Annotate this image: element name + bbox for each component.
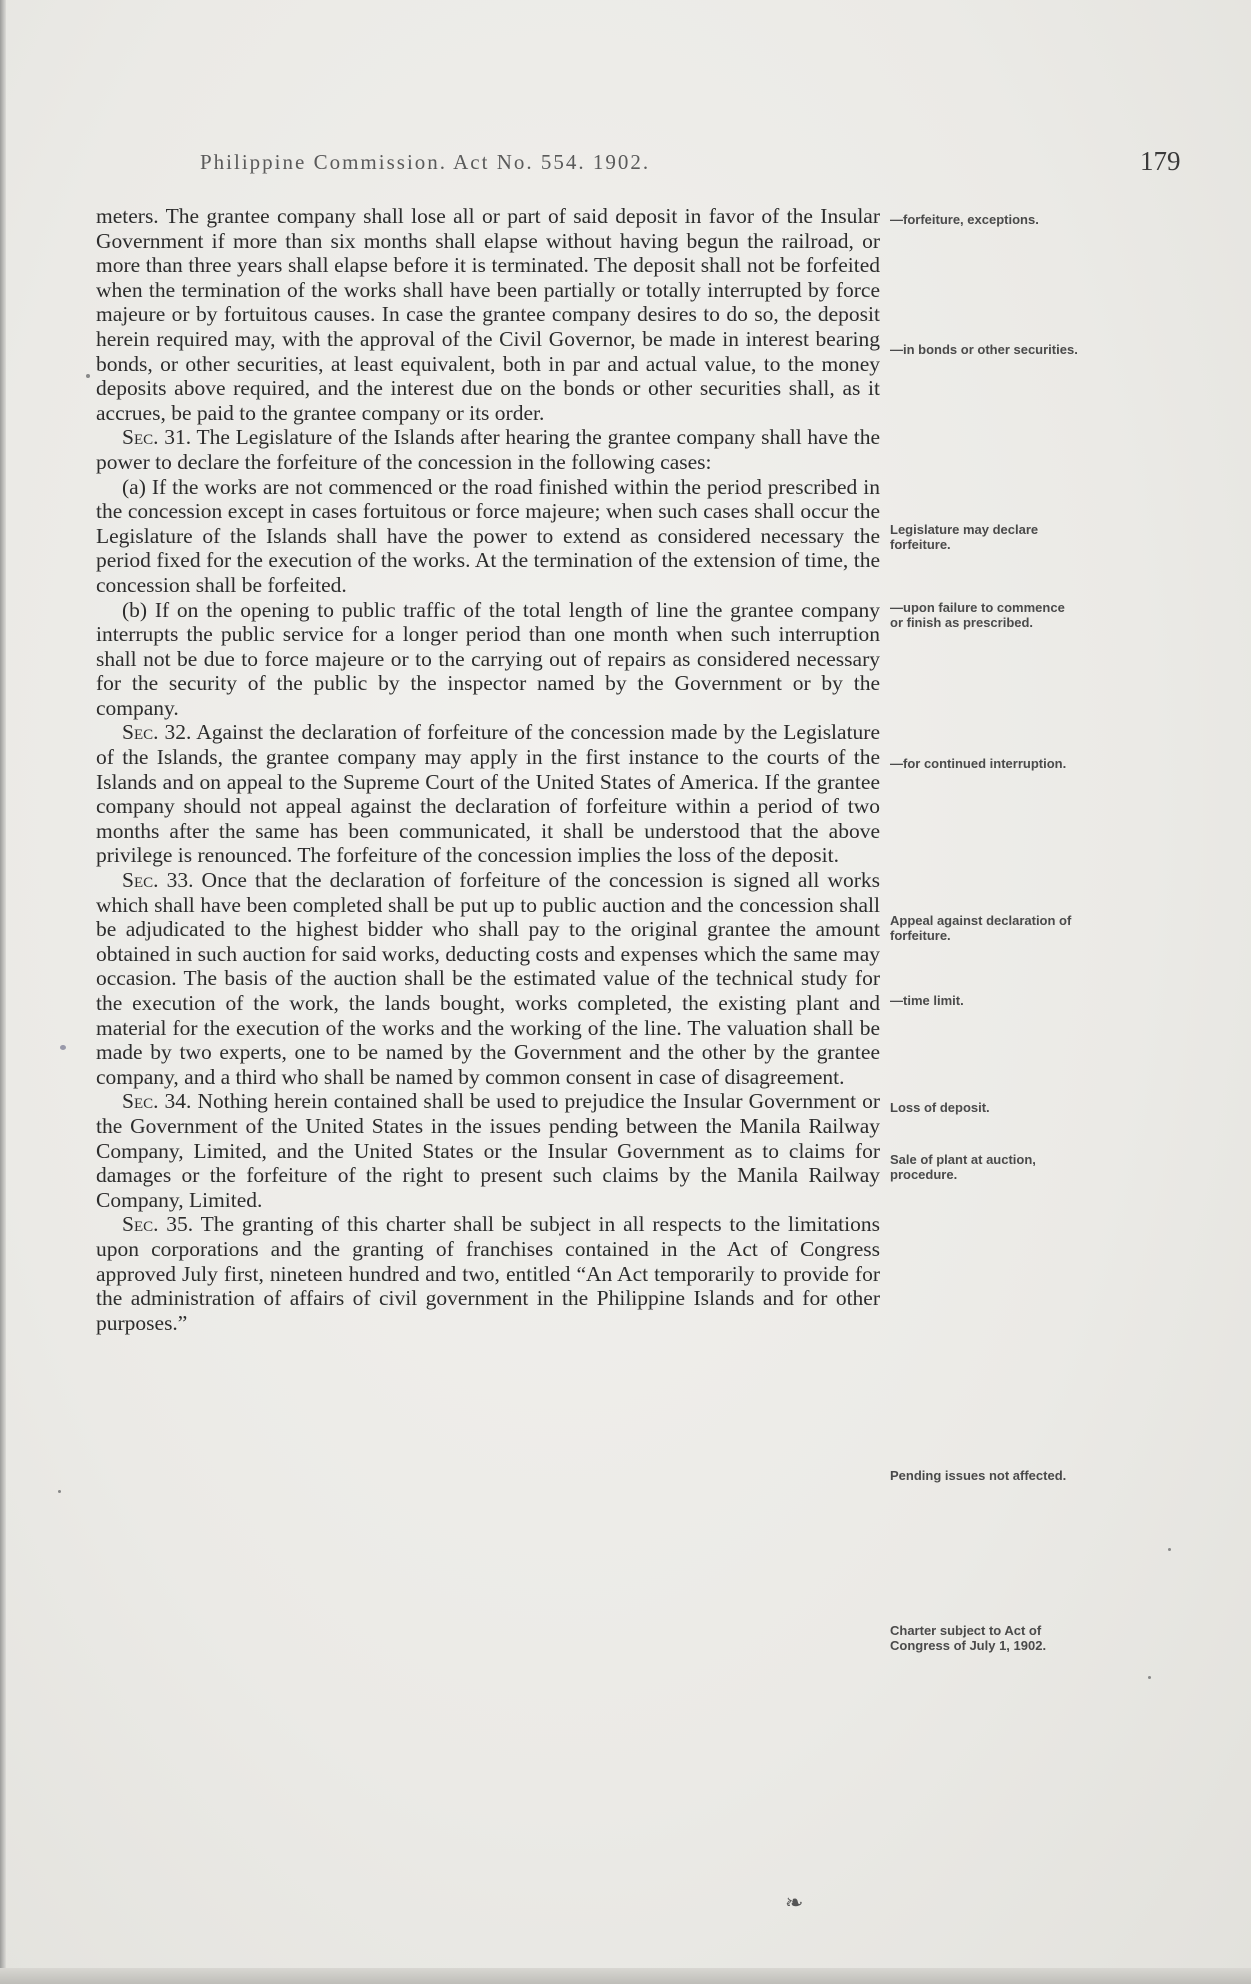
scan-footer [0,1968,1251,1984]
speck [1148,1676,1151,1679]
paragraph-text: The Legislature of the Islands after hearing the grantee company shall have the power to declare the forfeiture of the concession in the following cases: [96,425,880,474]
speck [60,1045,66,1050]
margin-note: Appeal against declaration of forfeiture. [890,913,1072,943]
margin-note: —upon failure to commence or finish as prescribed. [890,600,1065,630]
margin-note: —forfeiture, exceptions. [890,212,1039,227]
paragraph-continuation [96,204,880,425]
paragraph-text: Against the declaration of forfeiture of the concession made by the Legislature of the Islands, the grantee company may apply in the first instance to the courts of the Islands and on appeal to the Supreme Court of the United States of America. If the grantee company should not appeal against the declaration of forfeiture within a period of two months after the same has been communicated, it shall be understood that the above privilege is renounced. The forfeiture of the concession implies the loss of the deposit. [96,720,881,868]
section-31 [96,425,880,474]
section-32 [96,720,880,868]
page-number: 179 [1140,146,1181,176]
paragraph-text: The granting of this charter shall be subject in all respects to the limitations upon corporations and the granting of franchises contained in the Act of Congress approved July first, nineteen hundred and two, entitled “An Act temporarily to provide for the administration of affairs of civil government in the Philippine Islands and for other purposes.” [96,1212,880,1335]
section-label: Sec. 32. [122,720,192,745]
margin-note: —in bonds or other securities. [890,342,1078,357]
section-33 [96,868,880,1089]
section-label: Sec. 35. [122,1212,194,1237]
speck [86,374,90,378]
printer-mark: ❧ [785,1890,804,1915]
body-text [96,204,880,1335]
binding-edge [0,0,6,1984]
paragraph-text: meters. The grantee company shall lose all or part of said deposit in favor of the Insular Government if more than six months shall elapse without having begun the railroad, or more than three years shall elapse before it is terminated. The deposit shall not be forfeited when the termination of the works shall have been partially or totally interrupted by force majeure or by fortuitous causes. In case the grantee company desires to do so, the deposit herein required may, with the approval of the Civil Governor, be made in interest bearing bonds, or other securities, at least equivalent, both in par and actual value, to the money deposits above required, and the interest due on the bonds or other securities shall, as it accrues, be paid to the grantee company or its order. [96,204,880,425]
clause-a [96,475,880,598]
margin-note: —for continued interruption. [890,756,1067,771]
margin-note: Loss of deposit. [890,1100,990,1115]
paragraph-text: (a) If the works are not commenced or the road finished within the period prescribed in the concession except in cases fortuitous or force majeure; when such cases shall occur the Legislature of the Islands shall have the power to extend as considered necessary the period fixed for the execution of the works. At the termination of the extension of time, the concession shall be forfeited. [96,474,880,597]
clause-b [96,598,880,721]
paragraph-text: Once that the declaration of forfeiture of the concession is signed all works which shall have been completed shall be put up to public auction and the concession shall be adjudicated to the highest bidder who shall pay to the original grantee the amount obtained in such auction for said works, deducting costs and expenses which the same may occasion. The basis of the auction shall be the estimated value of the technical study for the execution of the work, the lands bought, works completed, the existing plant and material for the execution of the works and the working of the line. The valuation shall be made by two experts, one to be named by the Government and the other by the grantee company, and a third who shall be named by common consent in case of disagreement. [96,868,881,1089]
section-35 [96,1212,880,1335]
speck [1168,1548,1171,1551]
section-label: Sec. 31. [122,425,192,450]
margin-note: Sale of plant at auction, procedure. [890,1152,1036,1182]
speck [58,1490,61,1493]
section-34 [96,1089,880,1212]
paragraph-text: (b) If on the opening to public traffic of the total length of line the grantee company interrupts the public service for a longer period than one month when such interruption shall not be due to force majeure or to the carrying out of repairs as considered necessary for the security of the public by the inspector named by the Government or by the company. [96,597,880,720]
margin-note: —time limit. [890,993,964,1008]
margin-note: Charter subject to Act of Congress of July 1, 1902. [890,1623,1047,1653]
running-head: Philippine Commission. Act No. 554. 1902. [200,150,651,174]
margin-note: Legislature may declare forfeiture. [890,522,1039,552]
section-label: Sec. 34. [122,1089,192,1114]
margin-note: Pending issues not affected. [890,1468,1067,1483]
section-label: Sec. 33. [122,868,194,893]
paragraph-text: Nothing herein contained shall be used to prejudice the Insular Government or the Government of the United States in the issues pending between the Manila Railway Company, Limited, and the United States or the Insular Government as to claims for damages or the forfeiture of the right to present such claims by the Manila Railway Company, Limited. [96,1089,880,1212]
